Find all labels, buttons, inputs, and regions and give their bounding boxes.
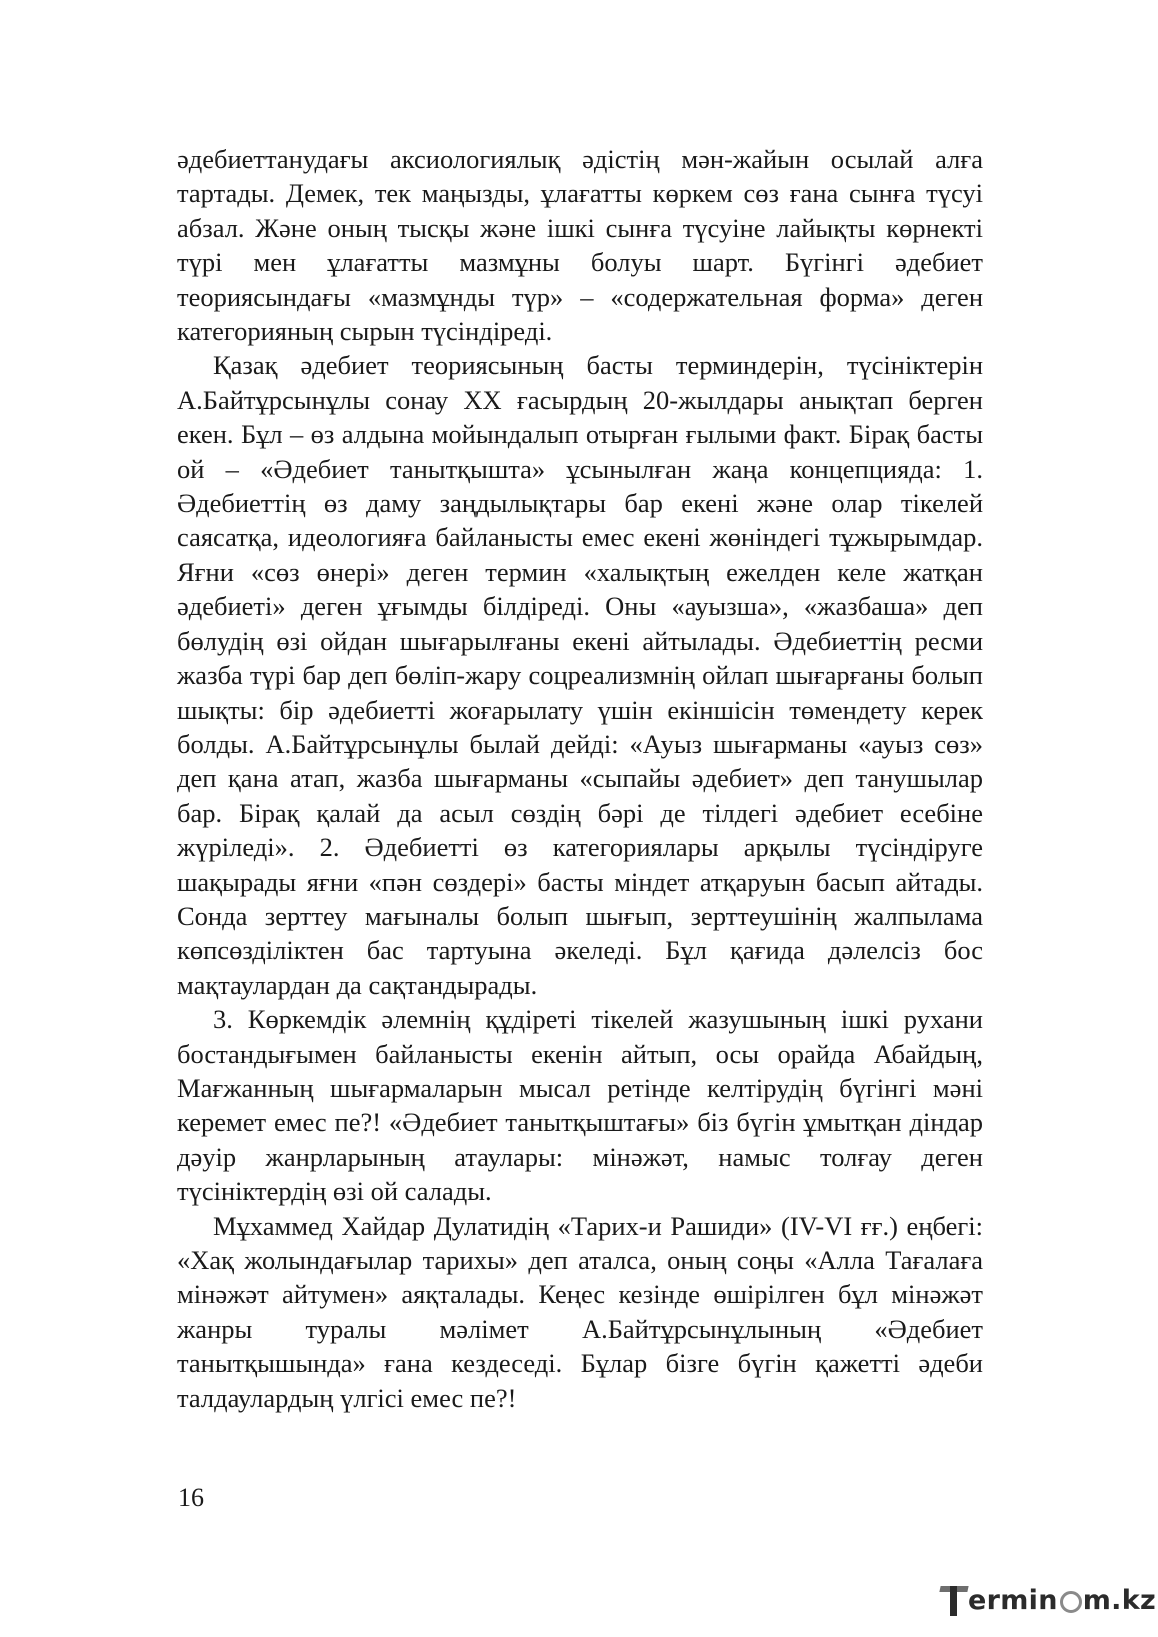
paragraph-3: 3. Көркемдік әлемнің құдіреті тікелей жазушының ішкі рухани бостандығымен байланысты екенін айтып, осы орайда Абайдың, Мағжанның шығармаларын мысал ретінде келтірудің бүгінгі мәні керемет емес пе?! «Әдебиет танытқыштағы» біз бүгін ұмытқан діндар дәуір жанрларының атаулары: мінәжәт, намыс толғау деген түсініктердің өзі ой салады. bbox=[177, 1004, 983, 1207]
paragraph-1: әдебиеттанудағы аксиологиялық әдістің мән-жайын осылай алға тартады. Демек, тек маңызды, ұлағатты көркем сөз ғана сынға түсуі абзал. Және оның тысқы және ішкі сынға түсуіне лайықты көрнекті түрі мен ұлағатты мазмұны болуы шарт. Бүгінгі әдебиет теориясындағы «мазмұнды түр» – «содержательная форма» деген категорияның сырын түсіндіреді. bbox=[177, 144, 983, 347]
body-text bbox=[177, 142, 983, 1415]
watermark-text-end: m.kz bbox=[1082, 1584, 1157, 1616]
termincom-watermark bbox=[940, 1580, 1156, 1620]
watermark-text-start: ermin bbox=[968, 1584, 1058, 1616]
t-logo-icon bbox=[940, 1582, 968, 1618]
paragraph-2: Қазақ әдебиет теориясының басты терминдерін, түсініктерін А.Байтұрсынұлы сонау ХХ ғасырдың 20-жылдары анықтап берген екен. Бұл – өз алдына мойындалып отырған ғылыми факт. Бірақ басты ой – «Әдебиет танытқышта» ұсынылған жаңа концепцияда: 1. Әдебиеттің өз даму заңдылықтары бар екені және олар тікелей саясатқа, идеологияға байланысты емес екені жөніндегі тұжырымдар. Яғни «сөз өнері» деген термин «халықтың ежелден келе жатқан әдебиеті» деген ұғымды білдіреді. Оны «ауызша», «жазбаша» деп бөлудің өзі ойдан шығарылғаны екені айтылады. Әдебиеттің ресми жазба түрі бар деп бөліп-жару соцреализмнің ойлап шығарғаны болып шықты: бір әдебиетті жоғарылату үшін екіншісін төмендету керек болды. А.Байтұрсынұлы былай дейді: «Ауыз шығарманы «ауыз сөз» деп қана атап, жазба шығарманы «сыпайы әдебиет» деп танушылар бар. Бірақ қалай да асыл сөздің бәрі де тілдегі әдебиет есебіне жүріледі». 2. Әдебиетті өз категориялары арқылы түсіндіруге шақырады яғни «пән сөздері» басты міндет атқаруын басып айтады. Сонда зерттеу мағыналы болып шығып, зерттеушінің жалпылама көпсөзділіктен бас тартуына әкеледі. Бұл қағида дәлелсіз бос мақтаулардан да сақтандырады. bbox=[177, 350, 983, 1000]
page-number: 16 bbox=[178, 1483, 204, 1512]
magnifier-o-icon bbox=[1060, 1591, 1082, 1613]
paragraph-4: Мұхаммед Хайдар Дулатидің «Тарих-и Рашиди» (IV-VI ғғ.) еңбегі: «Хақ жолындағылар тарихы» деп аталса, оның соңы «Алла Тағалаға мінәжәт айтумен» аяқталады. Кеңес кезінде өшірілген бұл мінәжәт жанры туралы мәлімет А.Байтұрсынұлының «Әдебиет танытқышында» ғана кездеседі. Бұлар бізге бүгін қажетті әдеби талдаулардың үлгісі емес пе?! bbox=[177, 1210, 983, 1413]
